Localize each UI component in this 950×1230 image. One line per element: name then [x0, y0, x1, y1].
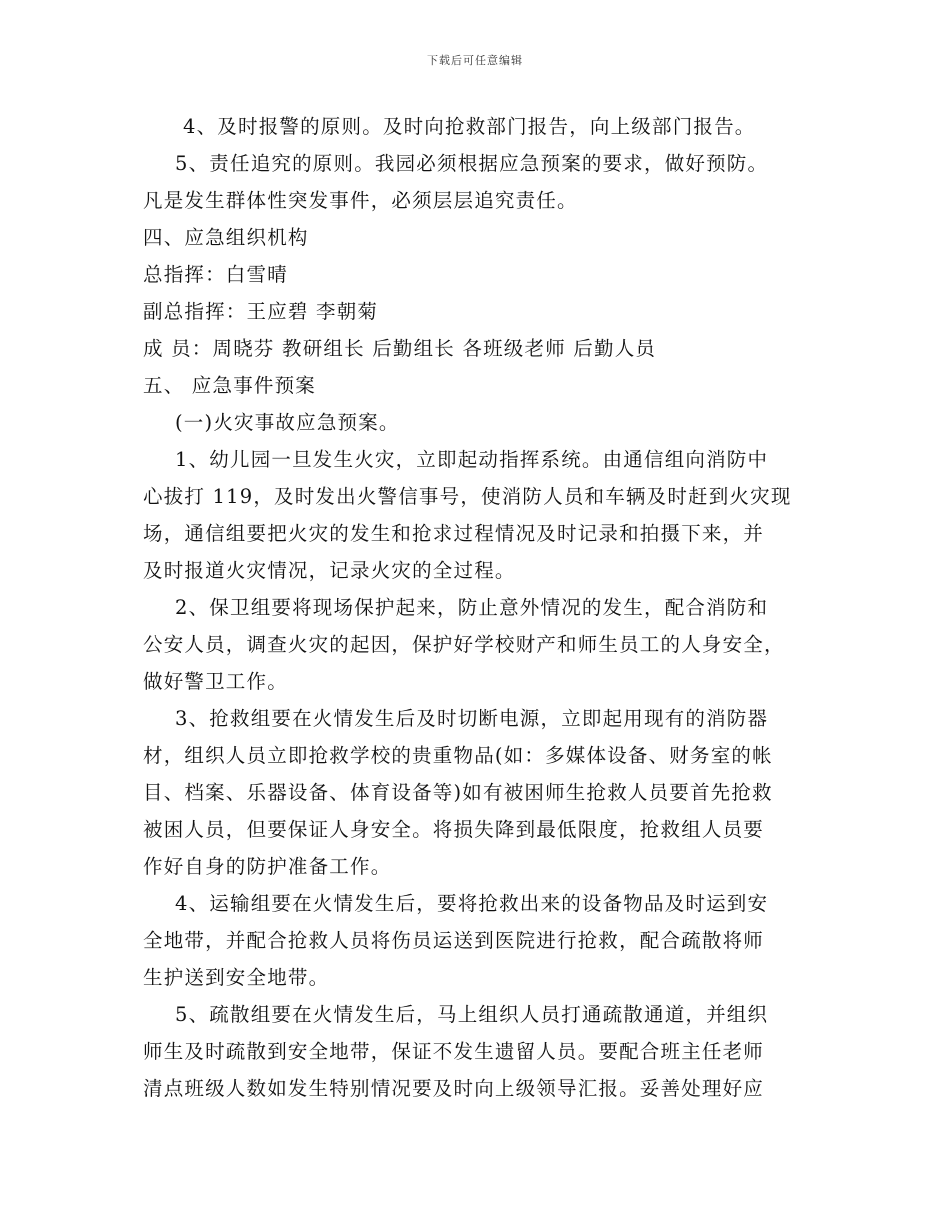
text-line: 凡是发生群体性突发事件，必须层层追究责任。	[143, 189, 578, 212]
text-line: 全地带，并配合抢救人员将伤员运送到医院进行抢救，配合疏散将师	[143, 929, 765, 952]
text-line: 公安人员，调查火灾的起因，保护好学校财产和师生员工的人身安全，	[143, 633, 785, 656]
text-line: 总指挥：白雪晴	[143, 263, 288, 286]
text-line: 及时报道火灾情况，记录火灾的全过程。	[143, 559, 516, 582]
text-line: 5、疏散组要在火情发生后，马上组织人员打通疏散通道，并组织	[175, 1003, 769, 1026]
text-line: 作好自身的防护准备工作。	[143, 855, 392, 878]
text-line: 副总指挥：王应碧 李朝菊	[143, 300, 379, 323]
text-line: 材，组织人员立即抢救学校的贵重物品(如：多媒体设备、财务室的帐	[143, 744, 773, 767]
text-line: 师生及时疏散到安全地带，保证不发生遗留人员。要配合班主任老师	[143, 1040, 765, 1063]
text-line: 1、幼儿园一旦发生火灾，立即起动指挥系统。由通信组向消防中	[175, 448, 769, 471]
text-line: 被困人员，但要保证人身安全。将损失降到最低限度，抢救组人员要	[143, 818, 765, 841]
text-line: 心拔打 119，及时发出火警信事号，使消防人员和车辆及时赶到火灾现	[143, 485, 792, 508]
text-line: 4、运输组要在火情发生后，要将抢救出来的设备物品及时运到安	[175, 892, 769, 915]
text-line: (一)火灾事故应急预案。	[175, 411, 400, 434]
page-header: 下载后可任意编辑	[427, 54, 523, 67]
text-line: 生护送到安全地带。	[143, 966, 330, 989]
text-line: 目、档案、乐器设备、体育设备等)如有被困师生抢救人员要首先抢救	[143, 781, 773, 804]
text-line: 四、应急组织机构	[143, 226, 309, 249]
text-line: 4、及时报警的原则。及时向抢救部门报告，向上级部门报告。	[183, 115, 756, 138]
text-line: 五、 应急事件预案	[143, 374, 316, 397]
text-line: 成 员：周晓芬 教研组长 后勤组长 各班级老师 后勤人员	[143, 337, 657, 360]
text-line: 场，通信组要把火灾的发生和抢求过程情况及时记录和拍摄下来，并	[143, 522, 765, 545]
document-body	[143, 108, 808, 1107]
text-line: 5、责任追究的原则。我园必须根据应急预案的要求，做好预防。	[175, 152, 769, 175]
text-line: 清点班级人数如发生特别情况要及时向上级领导汇报。妥善处理好应	[143, 1077, 765, 1100]
text-line: 2、保卫组要将现场保护起来，防止意外情况的发生，配合消防和	[175, 596, 769, 619]
text-line: 3、抢救组要在火情发生后及时切断电源，立即起用现有的消防器	[175, 707, 769, 730]
text-line: 做好警卫工作。	[143, 670, 288, 693]
